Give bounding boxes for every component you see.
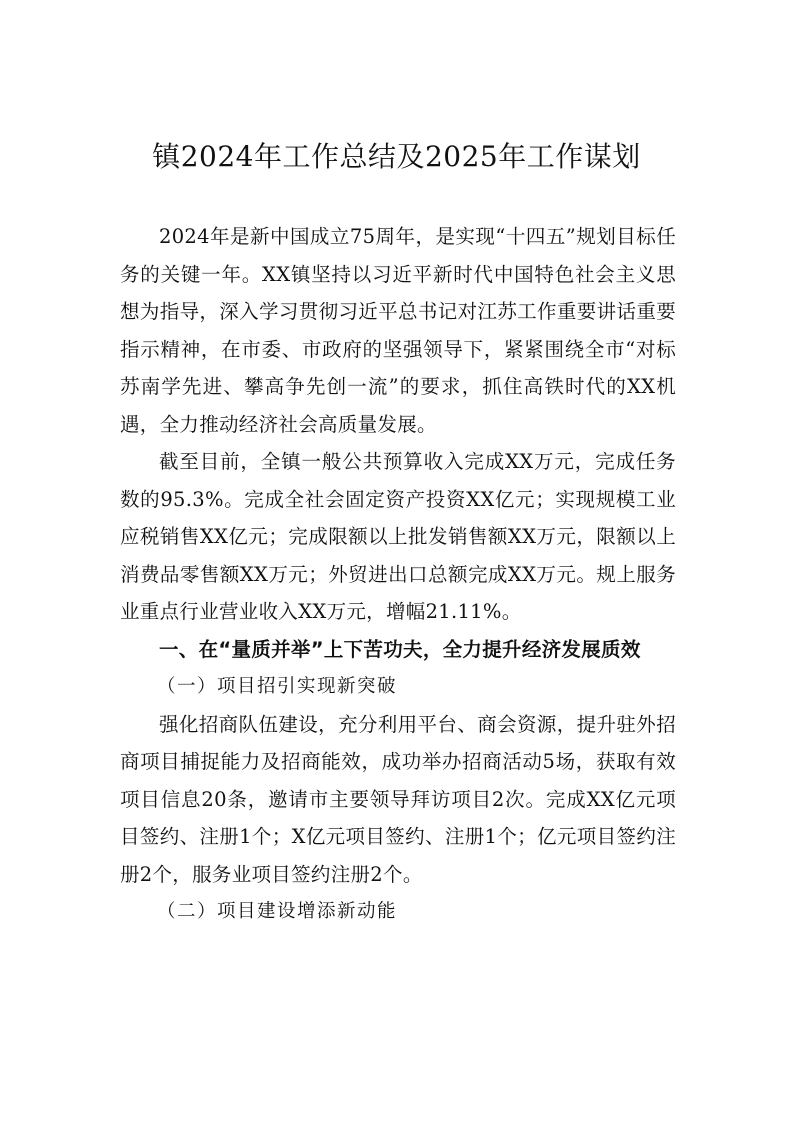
document-body <box>120 218 676 931</box>
subsection-1-heading: （一）项目招引实现新突破 <box>157 676 398 697</box>
intro-paragraph: 2024年是新中国成立75周年，是实现“十四五”规划目标任务的关键一年。XX镇坚持以习近平新时代中国特色社会主义思想为指导，深入学习贯彻习近平总书记对江苏工作重要讲话重要指示精神，在市委、市政府的坚强领导下，紧紧围绕全市“对标苏南学先进、攀高争先创一流”的要求，抓住高铁时代的XX机遇，全力推动经济社会高质量发展。 <box>120 225 676 436</box>
section-1-heading: 一、在“量质并举”上下苦功夫，全力提升经济发展质效 <box>159 637 641 661</box>
subsection-2-heading: （二）项目建设增添新动能 <box>157 901 398 922</box>
stats-paragraph: 截至目前，全镇一般公共预算收入完成XX万元，完成任务数的95.3%。完成全社会固定资产投资XX亿元；实现规模工业应税销售XX亿元；完成限额以上批发销售额XX万元，限额以上消费品零售额XX万元；外贸进出口总额完成XX万元。规上服务业重点行业营业收入XX万元，增幅21.11%。 <box>120 450 676 623</box>
subsection-1-paragraph: 强化招商队伍建设，充分利用平台、商会资源，提升驻外招商项目捕捉能力及招商能效，成功举办招商活动5场，获取有效项目信息20条，邀请市主要领导拜访项目2次。完成XX亿元项目签约、注册1个；X亿元项目签约、注册1个；亿元项目签约注册2个，服务业项目签约注册2个。 <box>120 712 676 886</box>
document-title: 镇2024年工作总结及2025年工作谋划 <box>152 140 641 173</box>
